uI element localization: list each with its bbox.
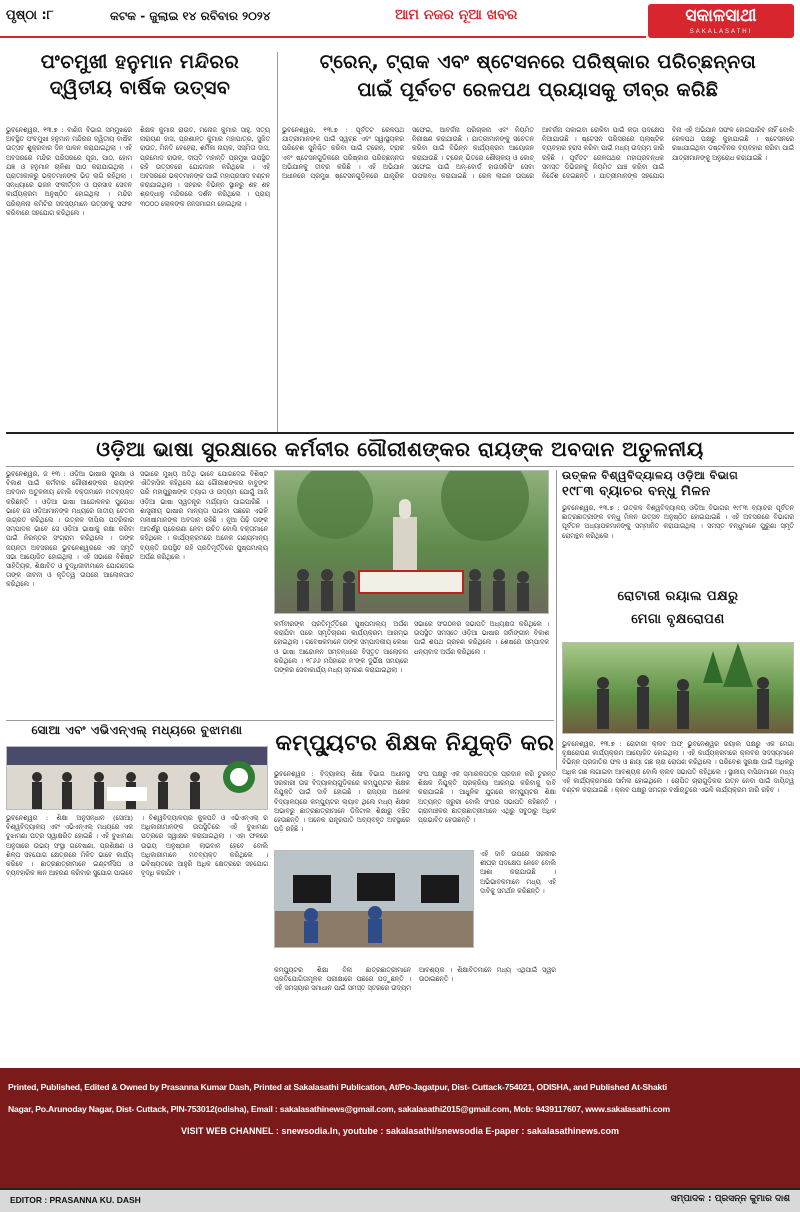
statue-scene-icon	[275, 471, 549, 614]
railway-body: ଭୁବନେଶ୍ୱର, ୧୩.୭ : ପୂର୍ବତଟ ରେଳପଥ ଯାତ୍ରୀମାନଙ୍କ ପାଇଁ ସ୍ୱଚ୍ଛ ଏବଂ ସ୍ୱାସ୍ଥ୍ୟକର ପରିବେଶ ସୁନିଶ୍ଚିତ କରିବା ପାଇଁ ଟ୍ରେନ୍, ଟ୍ରାକ ଏବଂ ଷ୍ଟେସନଗୁଡ଼ିକରେ ପରିଷ୍କାର ପରିଚ୍ଛନ୍ନତା ଅଭିଯାନକୁ ତୀବ୍ର କରିଛି । ଏହି ଅଭିଯାନ ଅଧୀନରେ ପ୍ରମୁଖ ଷ୍ଟେସନଗୁଡ଼ିକରେ ଯାନ୍ତ୍ରିକ ସଫେଇ, ଆବର୍ଜନା ପରିଚାଳନା ଏବଂ ନିୟମିତ ନିରୀକ୍ଷଣ କରାଯାଉଛି । ଯାତ୍ରୀମାନଙ୍କୁ ସଚେତନ କରିବା ପାଇଁ ବିଭିନ୍ନ କାର୍ଯ୍ୟକ୍ରମ ଆୟୋଜନ କରାଯାଉଛି । ଟ୍ରେନ୍ ଭିତରେ ଶୌଚାଳୟ ଓ କୋଚ୍ ସଫେଇ ପାଇଁ ଅନ୍-ବୋର୍ଡ ହାଉସକିପିଂ ସେବା ଉପଲବ୍ଧ କରାଯାଇଛି । ରେଳ ଲାଇନ ଉପରେ ଆବର୍ଜନା ପକାଇବା ରୋକିବା ପାଇଁ କଡ଼ା ପଦକ୍ଷେପ ନିଆଯାଉଛି । ଷ୍ଟେସନ ପରିସରରେ ପ୍ଲାଷ୍ଟିକ ବ୍ୟବହାର ହ୍ରାସ କରିବା ପାଇଁ ମଧ୍ୟ ଉଦ୍ୟମ ଜାରି ରହିଛି । ପୂର୍ବତଟ ରେଳପଥର ମହାପ୍ରବନ୍ଧକ ସମସ୍ତ ଡିଭିଜନକୁ ନିୟମିତ ଯାଞ୍ଚ କରିବା ପାଇଁ ନିର୍ଦ୍ଦେଶ ଦେଇଛନ୍ତି । ଯାତ୍ରୀମାନଙ୍କ ସହଯୋଗ ବିନା ଏହି ଅଭିଯାନ ସଫଳ ହୋଇପାରିବ ନାହିଁ ବୋଲି ରେଳପଥ ପକ୍ଷରୁ କୁହାଯାଇଛି । ଷ୍ଟେସନରେ ରଖାଯାଇଥିବା ଡଷ୍ଟବିନର ବ୍ୟବହାର କରିବା ପାଇଁ ଯାତ୍ରୀମାନଙ୍କୁ ଅନୁରୋଧ କରାଯାଇଛି ।	[282, 126, 794, 181]
hanuman-body-col2: ଶିକ୍ଷକ କୁମାର ରାଉତ, ମନୋଜ କୁମାର ସାହୁ, ସତ୍ୟ ନାରାୟଣ ଦାସ, ପ୍ରଶାନ୍ତ କୁମାର ମହାପାତ୍ର, ସୁଜିତ ରାଉତ, ମିନତି ବେହେରା, ଶର୍ମିଳା ନାୟକ, ସସ୍ମିତା ଦାସ, ପ୍ରମୋଦ ରାଉଳ, ଦୀପ୍ତି ମହାନ୍ତି ପ୍ରମୁଖ ଉପସ୍ଥିତ ରହି ଉତ୍ସବରେ ଯୋଗଦାନ କରିଥିଲେ । ଏହି ଅବସରରେ ଭକ୍ତମାନଙ୍କ ପାଇଁ ମହାପ୍ରସାଦ ବଣ୍ଟନ କରାଯାଇଥିଲା । ସହରର ବିଭିନ୍ନ ସ୍ଥାନରୁ ଶହ ଶହ ଶ୍ରଦ୍ଧାଳୁ ମନ୍ଦିରରେ ଦର୍ଶନ କରିଥିଲେ । ପ୍ରାୟ ୩୦୦୦ ଲୋକଙ୍କ ଜନସମାଗମ ହୋଇଥିଲା ।	[140, 126, 270, 208]
footer-band	[0, 1068, 800, 1188]
masthead	[0, 0, 800, 44]
computer-lab-photo	[274, 850, 474, 948]
mou-photo	[6, 746, 268, 810]
mou-scene-icon	[7, 747, 268, 810]
computer-body-col4: କମ୍ପ୍ୟୁଟର ଶିକ୍ଷା ବିନା ଛାତ୍ରଛାତ୍ରୀମାନେ ପ୍ରତିଯୋଗିତାମୂଳକ ପରୀକ୍ଷାରେ ପଛରେ ପଡ଼ୁଛନ୍ତି । ଏହି ସମସ୍ୟାର ସମାଧାନ ପାଇଁ ସମସ୍ତ ସ୍ତରରେ ଉଦ୍ୟମ ଆବଶ୍ୟକ । ଶିକ୍ଷାବିତମାନେ ମଧ୍ୟ ଏଥିପାଇଁ ସ୍ୱର ଉଠାଇଛନ୍ତି ।	[274, 966, 556, 993]
mou-body: ଭୁବନେଶ୍ୱର : ଶିକ୍ଷା ଅନୁସନ୍ଧାନ (ସୋଆ) ବିଶ୍ୱବିଦ୍ୟାଳୟ ଏବଂ ଏଭିଏନ୍ଏଲ୍ ମଧ୍ୟରେ ଏକ ବୁଝାମଣା ପତ୍ର ସ୍ୱାକ୍ଷରିତ ହୋଇଛି । ଏହି ବୁଝାମଣା ଅନୁସାରେ ଉଭୟ ସଂସ୍ଥା ଗବେଷଣା, ପ୍ରଶିକ୍ଷଣ ଓ ଶିଳ୍ପ ସହଯୋଗ କ୍ଷେତ୍ରରେ ମିଳିତ ଭାବେ କାର୍ଯ୍ୟ କରିବେ । ଛାତ୍ରଛାତ୍ରୀମାନେ ଇଣ୍ଟର୍ନସିପ ଓ ବ୍ୟବହାରିକ ଜ୍ଞାନ ଆହରଣ କରିବାର ସୁଯୋଗ ପାଇବେ । ବିଶ୍ୱବିଦ୍ୟାଳୟର କୁଳପତି ଓ ଏଭିଏନ୍ଏଲ୍ ର ଅଧିକାରୀମାନଙ୍କ ଉପସ୍ଥିତିରେ ଏହି ବୁଝାମଣା ପତ୍ରରେ ସ୍ୱାକ୍ଷର କରାଯାଇଥିଲା । ଏହା ଫଳରେ ଉଭୟ ଅନୁଷ୍ଠାନ ଲାଭବାନ ହେବେ ବୋଲି ଅଧିକାରୀମାନେ ମତବ୍ୟକ୍ତ କରିଥିଲେ । ଭବିଷ୍ୟତରେ ଆହୁରି ଅଧିକ କ୍ଷେତ୍ରରେ ସହଯୋଗ ବୃଦ୍ଧି କରାଯିବ ।	[6, 814, 268, 878]
library-body: ଭୁବନେଶ୍ୱର, ୧୩.୭ : ଉତ୍କଳ ବିଶ୍ୱବିଦ୍ୟାଳୟ ଓଡ଼ିଆ ବିଭାଗର ୧୯୮୩ ବ୍ୟାଚର ପୂର୍ବତନ ଛାତ୍ରଛାତ୍ରୀଙ୍କ ବନ୍ଧୁ ମିଳନ ଉତ୍ସବ ଅନୁଷ୍ଠିତ ହୋଇଯାଇଛି । ଏହି ଅବସରରେ ବିଭାଗର ପୂର୍ବତନ ଅଧ୍ୟାପକମାନଙ୍କୁ ସମ୍ମାନିତ କରାଯାଇଥିଲା । ସମସ୍ତ ବନ୍ଧୁମାନେ ପୁରୁଣା ସ୍ମୃତି ରୋମନ୍ଥନ କରିଥିଲେ ।	[562, 504, 794, 540]
odia-headline: ଓଡ଼ିଆ ଭାଷା ସୁରକ୍ଷାରେ କର୍ମବୀର ଗୌରୀଶଙ୍କର ରାୟଙ୍କ ଅବଦାନ ଅତୁଳନୀୟ	[96, 437, 704, 461]
computer-lab-icon	[275, 851, 474, 948]
story-hanuman	[6, 52, 274, 430]
odia-body-col4: ସଭାରେ ସଂଗଠନର ସଭାପତି ଅଧ୍ୟକ୍ଷତା କରିଥିଲେ । ଉପସ୍ଥିତ ସମସ୍ତେ ଓଡ଼ିଆ ଭାଷାର ସର୍ବାଙ୍ଗୀନ ବିକାଶ ପାଇଁ ଶପଥ ଗ୍ରହଣ କରିଥିଲେ । ଶେଷରେ ସମ୍ପାଦକ ଧନ୍ୟବାଦ ଅର୍ପଣ କରିଥିଲେ ।	[414, 620, 549, 656]
hanuman-body-col1: ଭୁବନେଶ୍ୱର, ୧୩.୭ : ବାଣିଜ ବିଭାଗ ସମ୍ମୁଖରେ ଅବସ୍ଥିତ ପଂଚମୁଖୀ ହନୁମାନ ମନ୍ଦିରର ଦ୍ୱିତୀୟ ବାର୍ଷିକ ଉତ୍ସବ ଶୁକ୍ରବାର ଦିନ ପାଳନ କରାଯାଇଥିଲା । ଏହି ଅବସରରେ ମନ୍ଦିର ପରିସରରେ ପୂଜା, ପାଠ, ହୋମ ଯଜ୍ଞ ଓ ହନୁମାନ ଚାଳିଶା ପାଠ କରାଯାଇଥିଲା । ପ୍ରାତଃକାଳରୁ ଭକ୍ତମାନଙ୍କ ଭିଡ଼ ଲାଗି ରହିଥିଲା । ସନ୍ଧ୍ୟାରେ ଭଜନ ସଂକୀର୍ତ୍ତନ ଓ ପ୍ରସାଦ ସେବନ କାର୍ଯ୍ୟକ୍ରମ ଅନୁଷ୍ଠିତ ହୋଇଥିଲା । ମନ୍ଦିର ପରିଚାଳନା କମିଟିର ସଦସ୍ୟମାନେ ଉତ୍ସବକୁ ସଫଳ କରିବାରେ ସହଯୋଗ କରିଥିଲେ ।	[6, 126, 132, 217]
story-mou	[6, 724, 268, 964]
editor-credit-en: EDITOR : PRASANNA KU. DASH	[10, 1195, 141, 1205]
footer-line-3: VISIT WEB CHANNEL : snewsodia.In, youtube : sakalasathi/snewsodia E-paper : sakalasathinews.com	[181, 1126, 619, 1136]
tree-planting-photo	[562, 642, 794, 734]
odia-body-col3: କର୍ମବୀରଙ୍କ ପ୍ରତିମୂର୍ତ୍ତିରେ ପୁଷ୍ପମାଲ୍ୟ ଅର୍ପଣ କରାଯିବା ପରେ ସ୍ମୃତିଚାରଣ କାର୍ଯ୍ୟକ୍ରମ ଆରମ୍ଭ ହୋଇଥିଲା । ଗବେଷକମାନେ ତାଙ୍କ ସମ୍ପାଦକୀୟ ଲେଖା ଓ ଭାଷା ଆନ୍ଦୋଳନ ସମ୍ବନ୍ଧରେ ବିସ୍ତୃତ ଆଲୋଚନା କରିଥିଲେ । ୧୮୬୬ ମସିହାରେ ନ'ଙ୍କ ଦୁର୍ଭିକ୍ଷ ସମୟରେ ତାଙ୍କର ସେବାକାର୍ଯ୍ୟ ମଧ୍ୟ ସ୍ମରଣ କରାଯାଇଥିଲା ।	[274, 620, 408, 675]
editor-bar	[0, 1188, 800, 1212]
brand-name: ସକାଳସାଥୀ	[685, 6, 757, 26]
library-headline: ଉତ୍କଳ ବିଶ୍ୱବିଦ୍ୟାଳୟ ଓଡ଼ିଆ ବିଭାଗ ୧୯୮୩ ବ୍ୟାଚର ବନ୍ଧୁ ମିଳନ	[562, 469, 739, 499]
statue-photo	[274, 470, 549, 614]
brand-subtitle: SAKALASATHI	[689, 29, 753, 35]
odia-body-col2: ସଭାରେ ମୁଖ୍ୟ ଅତିଥି ଭାବେ ଯୋଗଦେଇ ବିଶିଷ୍ଟ ଐତିହାସିକ କହିଥିଲେ ଯେ ଗୌରୀଶଙ୍କର ବାବୁଙ୍କ ପରି ମହାପୁରୁଷଙ୍କ ତ୍ୟାଗ ଓ ଉଦ୍ୟମ ଯୋଗୁଁ ଆଜି ଓଡ଼ିଆ ଭାଷା ସ୍ୱତନ୍ତ୍ର ମର୍ଯ୍ୟାଦା ପାଇପାରିଛି । ଶାସ୍ତ୍ରୀୟ ଭାଷାର ମାନ୍ୟତା ପାଇବା ପଛରେ ଏଭଳି ମନୀଷୀମାନଙ୍କ ଅବଦାନ ରହିଛି । ନୂଆ ପିଢ଼ି ତାଙ୍କ ଆଦର୍ଶରୁ ପ୍ରେରଣା ନେବା ଉଚିତ ବୋଲି ବକ୍ତାମାନେ କହିଥିଲେ । କାର୍ଯ୍ୟକ୍ରମରେ ଅନେକ ଗଣ୍ୟମାନ୍ୟ ବ୍ୟକ୍ତି ଉପସ୍ଥିତ ରହି ପ୍ରତିମୂର୍ତ୍ତିରେ ପୁଷ୍ପମାଲ୍ୟ ଅର୍ପଣ କରିଥିଲେ ।	[140, 470, 268, 561]
mou-body-continued	[6, 966, 268, 1062]
story-odia	[6, 470, 551, 718]
computer-headline: କମ୍ପ୍ୟୁଟର ଶିକ୍ଷକ ନିଯୁକ୍ତି କର	[275, 731, 555, 756]
odia-body-col1: ଭୁବନେଶ୍ୱର, ଜ ୧୩ : ଓଡ଼ିଆ ଭାଷାର ସୁରକ୍ଷା ଓ ବିକାଶ ପାଇଁ କର୍ମବୀର ଗୌରୀଶଙ୍କର ରାୟଙ୍କ ଅବଦାନ ଅତୁଳନୀୟ ବୋଲି ବକ୍ତାମାନେ ମତବ୍ୟକ୍ତ କରିଛନ୍ତି । ଓଡ଼ିଆ ଭାଷା ଆନ୍ଦୋଳନର ପୁରୋଧା ଭାବେ ସେ ଓଡ଼ିଆମାନଙ୍କ ମଧ୍ୟରେ ଜାତୀୟ ଚେତନା ଜାଗ୍ରତ କରିଥିଲେ । ଉତ୍କଳ ଦୀପିକା ପତ୍ରିକାର ସମ୍ପାଦକ ଭାବେ ସେ ଓଡ଼ିଆ ଭାଷାକୁ ରକ୍ଷା କରିବା ପାଇଁ ନିରନ୍ତର ସଂଗ୍ରାମ କରିଥିଲେ । ତାଙ୍କ ଜୟନ୍ତୀ ଅବସରରେ ଭୁବନେଶ୍ୱରରେ ଏକ ସ୍ମୃତି ସଭା ଆୟୋଜିତ ହୋଇଥିଲା । ଏହି ସଭାରେ ବିଶିଷ୍ଟ ସାହିତ୍ୟିକ, ଶିକ୍ଷାବିତ ଓ ବୁଦ୍ଧିଜୀବୀମାନେ ଯୋଗଦେଇ ତାଙ୍କ ଜୀବନୀ ଓ କୃତିତ୍ୱ ଉପରେ ଆଲୋକପାତ କରିଥିଲେ ।	[6, 470, 134, 589]
brand-logo	[648, 4, 794, 38]
tagline: ଆମ ନଜର ନୂଆ ଖବର	[395, 7, 518, 23]
dateline: କଟକ - ଜୁଲାଇ ୧୪ ରବିବାର ୨୦୨୪	[110, 9, 271, 23]
story-computer	[274, 724, 556, 964]
footer-line-1: Printed, Published, Edited & Owned by Prasanna Kumar Dash, Printed at Sakalasathi Publication, At/Po-Jagatpur, Dist- Cuttack-754021, ODISHA, and Published At-Shakti	[8, 1082, 667, 1092]
mou-headline: ସୋଆ ଏବଂ ଏଭିଏନ୍ଏଲ୍ ମଧ୍ୟରେ ବୁଝାମଣା	[31, 723, 243, 737]
story-tree	[562, 590, 794, 970]
tree-scene-icon	[563, 643, 794, 734]
footer-line-2: Nagar, Po.Arunoday Nagar, Dist- Cuttack, PIN-753012(odisha), Email : sakalasathinews@gmail.com, sakalasathi2015@gmail.com, Mob: 9439117607, www.sakalasathi.com	[8, 1104, 670, 1114]
railway-headline: ଟ୍ରେନ୍, ଟ୍ରାକ ଏବଂ ଷ୍ଟେସନରେ ପରିଷ୍କାର ପରିଚ୍ଛନ୍ନତା ପାଇଁ ପୂର୍ବତଟ ରେଳପଥ ପ୍ରୟାସକୁ ତୀବ୍ର କରିଛି	[319, 51, 757, 101]
page-label: ପୃଷ୍ଠା :୮	[6, 8, 54, 23]
hanuman-headline: ପଂଚମୁଖୀ ହନୁମାନ ମନ୍ଦିରର ଦ୍ୱିତୀୟ ବାର୍ଷିକ ଉତ୍ସବ	[40, 51, 240, 99]
computer-body-col1: ଭୁବନେଶ୍ୱର : ବିଦ୍ୟାଳୟ ଶିକ୍ଷା ବିଭାଗ ଅଧୀନସ୍ଥ ସରକାରୀ ଉଚ୍ଚ ବିଦ୍ୟାଳୟଗୁଡ଼ିକରେ କମ୍ପ୍ୟୁଟର ଶିକ୍ଷକ ନିଯୁକ୍ତି ପାଇଁ ଦାବି ହୋଇଛି । ରାଜ୍ୟର ଅନେକ ବିଦ୍ୟାଳୟରେ କମ୍ପ୍ୟୁଟର ଲ୍ୟାବ ଥିଲେ ମଧ୍ୟ ଶିକ୍ଷକ ଅଭାବରୁ ଛାତ୍ରଛାତ୍ରୀମାନେ ଡିଜିଟାଲ ଶିକ୍ଷାରୁ ବଞ୍ଚିତ ହେଉଛନ୍ତି । ଅନେକ ଯନ୍ତ୍ରପାତି ଅବ୍ୟବହୃତ ଅବସ୍ଥାରେ ପଡ଼ି ରହିଛି ।	[274, 770, 410, 834]
computer-body-col2: ସଂଘ ପକ୍ଷରୁ ଏକ ସ୍ମାରକପତ୍ର ପ୍ରଦାନ କରି ତୁରନ୍ତ ଶିକ୍ଷକ ନିଯୁକ୍ତି ପ୍ରକ୍ରିୟା ଆରମ୍ଭ କରିବାକୁ ଦାବି କରାଯାଇଛି । ଆଧୁନିକ ଯୁଗରେ କମ୍ପ୍ୟୁଟର ଶିକ୍ଷା ଅତ୍ୟନ୍ତ ଜରୁରୀ ବୋଲି ସଂଘର ସଭାପତି କହିଛନ୍ତି । ଗ୍ରାମାଞ୍ଚଳର ଛାତ୍ରଛାତ୍ରୀମାନେ ଏଥିରୁ ସବୁଠାରୁ ଅଧିକ ପ୍ରଭାବିତ ହେଉଛନ୍ତି ।	[418, 770, 556, 825]
tree-headline: ରୋଟାରୀ ରୟାଲ ପକ୍ଷରୁ ମେଗା ବୃକ୍ଷରୋପଣ	[617, 589, 739, 627]
editor-credit-or: ସମ୍ପାଦକ : ପ୍ରସନ୍ନ କୁମାର ଦାଶ	[670, 1194, 790, 1204]
story-railway	[282, 52, 794, 430]
tree-body: ଭୁବନେଶ୍ୱର, ୧୩.୭ : ରୋଟାରୀ କ୍ଲବ ଅଫ୍ ଭୁବନେଶ୍ୱର ରୟାଲ ପକ୍ଷରୁ ଏକ ମେଗା ବୃକ୍ଷରୋପଣ କାର୍ଯ୍ୟକ୍ରମ ଆୟୋଜିତ ହୋଇଥିଲା । ଏହି କାର୍ଯ୍ୟକ୍ରମରେ କ୍ଲବର ସଦସ୍ୟମାନେ ବିଭିନ୍ନ ପ୍ରଜାତିର ଫଳ ଓ ଛାୟା ଗଛ ଚାରା ରୋପଣ କରିଥିଲେ । ପରିବେଶ ସୁରକ୍ଷା ପାଇଁ ଅଧିକରୁ ଅଧିକ ଗଛ ଲଗାଇବା ଆବଶ୍ୟକ ବୋଲି କ୍ଲବ ସଭାପତି କହିଥିଲେ । ସ୍ଥାନୀୟ ବାସିନ୍ଦାମାନେ ମଧ୍ୟ ଏହି କାର୍ଯ୍ୟକ୍ରମରେ ସାମିଲ ହୋଇଥିଲେ । ରୋପିତ ଚାରାଗୁଡ଼ିକର ଯତ୍ନ ନେବା ପାଇଁ ଦାୟିତ୍ୱ ବଣ୍ଟନ କରାଯାଇଛି । କ୍ଲବ ପକ୍ଷରୁ ସମଗ୍ର ବର୍ଷାଋତୁରେ ଏଭଳି କାର୍ଯ୍ୟକ୍ରମ ଜାରି ରହିବ ।	[562, 740, 794, 795]
computer-body-col3: ଏହି ଦାବି ଉପରେ ସରକାର ଶୀଘ୍ର ପଦକ୍ଷେପ ନେବେ ବୋଲି ଆଶା କରାଯାଉଛି । ଅଭିଭାବକମାନେ ମଧ୍ୟ ଏହି ଦାବିକୁ ସମର୍ଥନ କରିଛନ୍ତି ।	[480, 850, 556, 895]
story-library	[562, 470, 794, 588]
